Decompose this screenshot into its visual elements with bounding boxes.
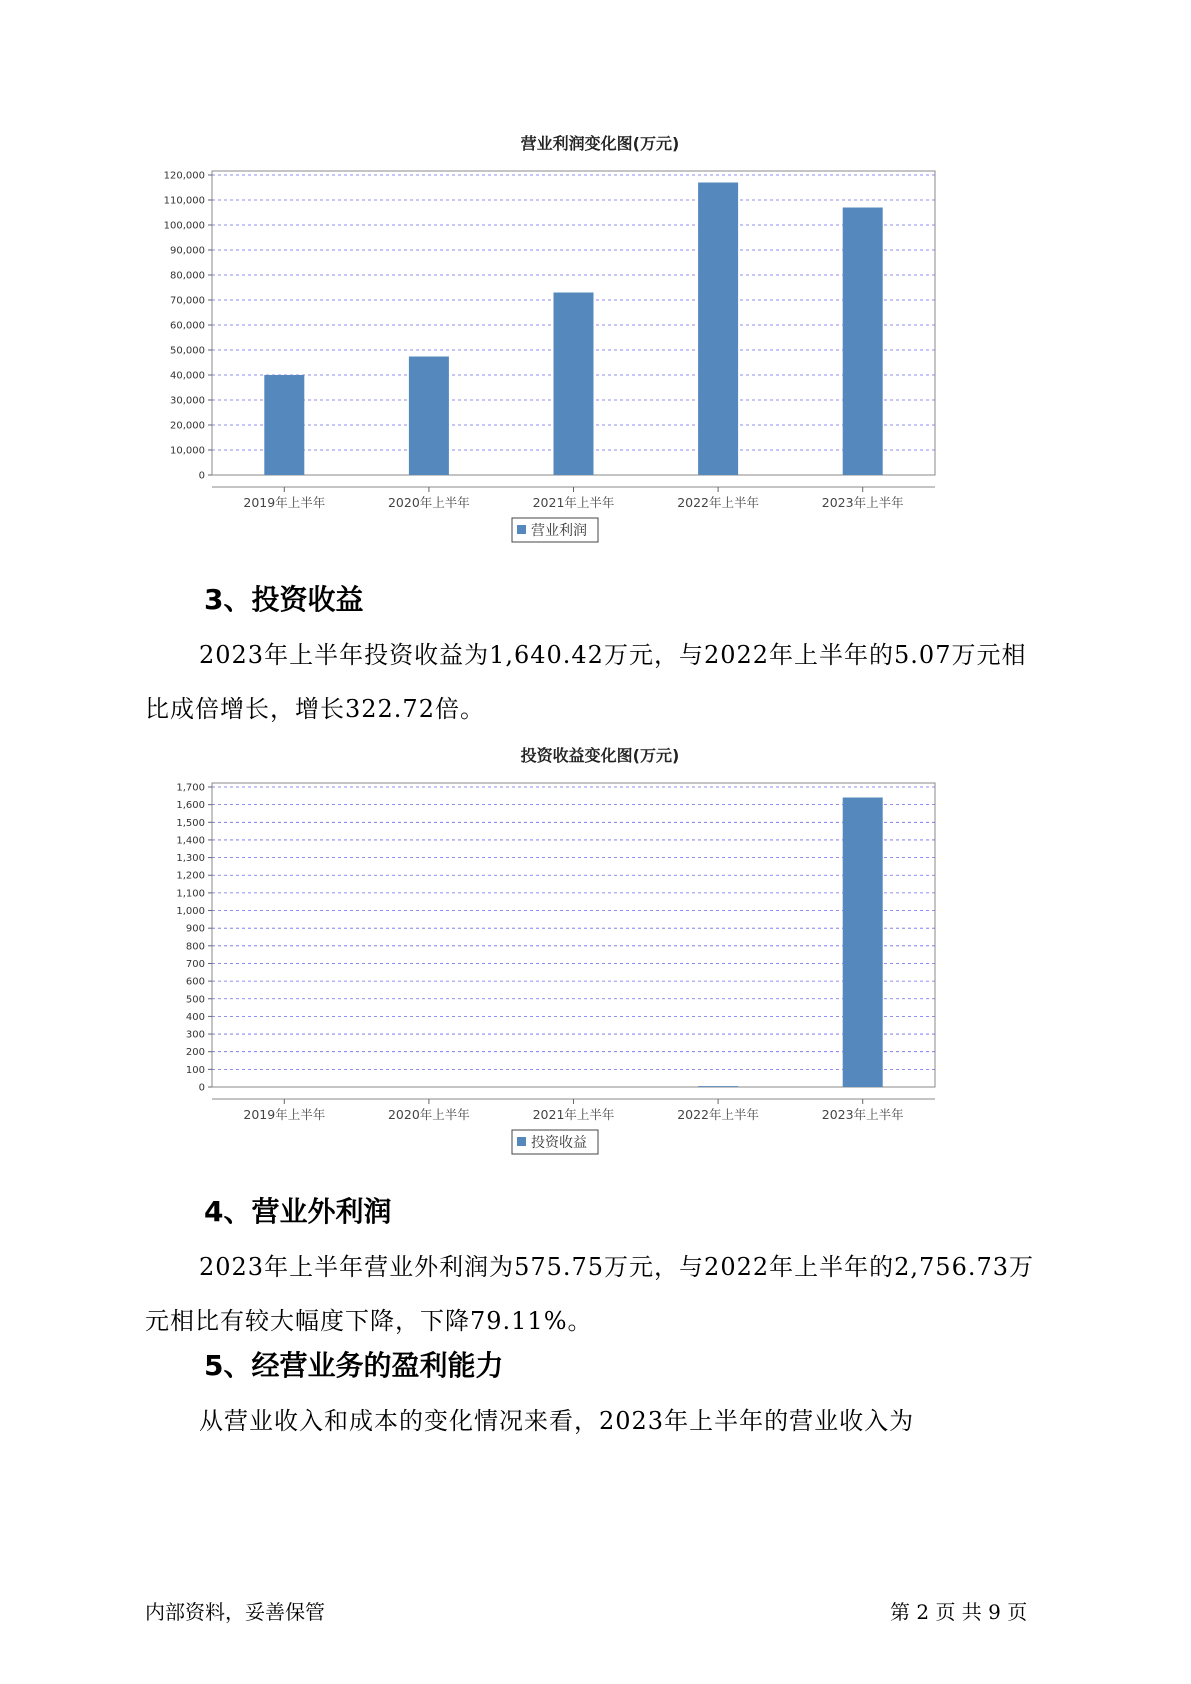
plot-area [212, 783, 935, 1087]
investment-heading: 3、投资收益 [204, 583, 364, 616]
legend [512, 1130, 598, 1154]
x-tick-label: 2021年上半年 [532, 1107, 615, 1122]
legend-label: 投资收益 [531, 1135, 587, 1151]
y-tick-label: 1,400 [176, 835, 205, 847]
operating-profit-chart [150, 125, 1050, 555]
y-tick-label: 110,000 [163, 195, 205, 207]
x-tick-label: 2022年上半年 [677, 495, 760, 510]
x-tick-label: 2020年上半年 [387, 1107, 470, 1122]
legend-swatch [517, 525, 526, 534]
y-tick-label: 700 [185, 958, 205, 970]
non-operating-heading: 4、营业外利润 [204, 1195, 392, 1228]
x-tick-label: 2022年上半年 [677, 1107, 760, 1122]
chart-title: 营业利润变化图(万元) [520, 134, 680, 153]
y-tick-label: 400 [185, 1011, 205, 1023]
y-tick-label: 100,000 [163, 220, 205, 232]
bar [843, 798, 883, 1087]
x-tick-label: 2020年上半年 [387, 495, 470, 510]
y-tick-label: 1,500 [176, 817, 205, 829]
investment-income-chart-svg [150, 737, 1050, 1167]
y-tick-label: 600 [185, 976, 205, 988]
investment-income-chart [150, 737, 1050, 1167]
x-tick-label: 2023年上半年 [821, 1107, 904, 1122]
y-tick-label: 1,300 [176, 853, 205, 865]
y-tick-label: 500 [185, 994, 205, 1006]
y-tick-label: 300 [185, 1029, 205, 1041]
y-tick-label: 0 [198, 1082, 205, 1094]
y-tick-label: 40,000 [170, 370, 205, 382]
bar [843, 208, 883, 476]
y-tick-label: 30,000 [170, 395, 205, 407]
y-tick-label: 90,000 [170, 245, 205, 257]
profitability-paragraph: 从营业收入和成本的变化情况来看，2023年上半年的营业收入为 [199, 1407, 915, 1435]
y-tick-label: 1,200 [176, 870, 205, 882]
operating-profit-chart-svg [150, 125, 1050, 555]
y-tick-label: 1,600 [176, 800, 205, 812]
y-tick-label: 60,000 [170, 320, 205, 332]
y-tick-label: 200 [185, 1047, 205, 1059]
y-tick-label: 70,000 [170, 295, 205, 307]
investment-paragraph: 2023年上半年投资收益为1,640.42万元，与2022年上半年的5.07万元相比成倍增长，增长322.72倍。 [145, 641, 1027, 723]
y-tick-label: 50,000 [170, 345, 205, 357]
chart-title: 投资收益变化图(万元) [520, 746, 680, 765]
legend-swatch [517, 1137, 526, 1146]
bar [698, 1086, 738, 1087]
profitability-heading: 5、经营业务的盈利能力 [204, 1349, 504, 1382]
y-tick-label: 1,700 [176, 782, 205, 794]
y-tick-label: 100 [185, 1064, 205, 1076]
bar [554, 293, 594, 476]
legend-label: 营业利润 [531, 523, 587, 539]
y-tick-label: 10,000 [170, 445, 205, 457]
footer-page-number: 第 2 页 共 9 页 [890, 1600, 1028, 1624]
y-tick-label: 1,000 [176, 906, 205, 918]
footer-confidential: 内部资料，妥善保管 [145, 1600, 325, 1624]
x-tick-label: 2019年上半年 [243, 495, 326, 510]
legend [512, 518, 598, 542]
y-tick-label: 800 [185, 941, 205, 953]
y-tick-label: 80,000 [170, 270, 205, 282]
y-tick-label: 1,100 [176, 888, 205, 900]
x-tick-label: 2021年上半年 [532, 495, 615, 510]
x-tick-label: 2019年上半年 [243, 1107, 326, 1122]
bar [409, 357, 449, 476]
y-tick-label: 900 [185, 923, 205, 935]
non-operating-paragraph: 2023年上半年营业外利润为575.75万元，与2022年上半年的2,756.73万元相比有较大幅度下降，下降79.11%。 [145, 1253, 1035, 1335]
bar [698, 183, 738, 476]
y-tick-label: 0 [198, 470, 205, 482]
y-tick-label: 20,000 [170, 420, 205, 432]
bar [264, 375, 304, 475]
x-tick-label: 2023年上半年 [821, 495, 904, 510]
y-tick-label: 120,000 [163, 170, 205, 182]
